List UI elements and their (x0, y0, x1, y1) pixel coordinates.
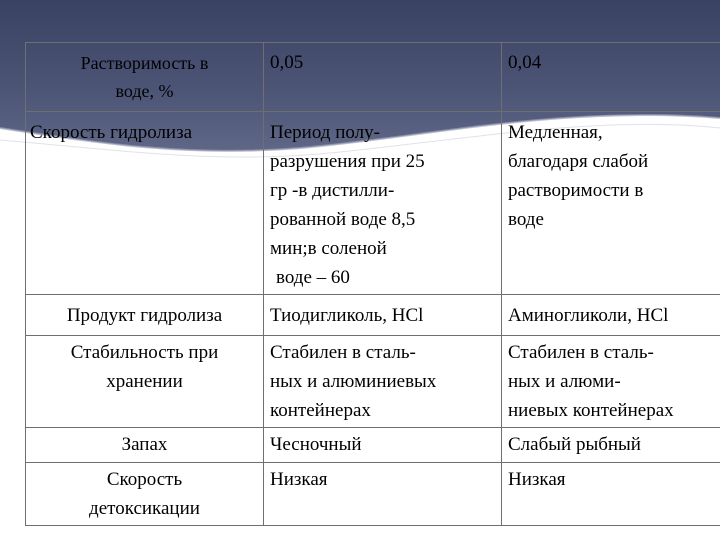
cell-text-line: разрушения при 25 (270, 151, 425, 172)
table-row (26, 112, 720, 295)
cell-text-line: Тиодигликоль, HCl (270, 305, 424, 326)
table-cell (264, 43, 502, 112)
table-cell (26, 336, 264, 428)
cell-text-line: гр -в дистилли- (270, 180, 395, 201)
cell-text-line: Запах (121, 434, 168, 455)
cell-text-line: растворимости в (508, 180, 644, 201)
cell-text-line: воде – 60 (276, 267, 350, 288)
cell-text-line: Стабилен в сталь- (270, 342, 416, 363)
table-cell (264, 463, 502, 526)
cell-text-line: Стабилен в сталь- (508, 342, 654, 363)
cell-text-line: воде, % (115, 81, 174, 101)
cell-text-line: ных и алюми- (508, 371, 621, 392)
cell-text-line: контейнерах (270, 400, 371, 421)
cell-text-line: Растворимость в (80, 53, 209, 73)
cell-text-line: Низкая (270, 469, 328, 490)
cell-text-line: мин;в соленой (270, 238, 387, 259)
cell-text-line: Скорость (106, 469, 183, 490)
table-cell (264, 428, 502, 463)
table-cell (26, 463, 264, 526)
table-cell (26, 43, 264, 112)
table-row (26, 295, 720, 336)
table-row (26, 336, 720, 428)
cell-text-line: 0,04 (508, 52, 542, 73)
table-cell (264, 112, 502, 295)
table-cell (502, 463, 720, 526)
cell-text-line: хранении (106, 371, 183, 392)
cell-text-line: благодаря слабой (508, 151, 649, 172)
cell-text-line: воде (508, 209, 544, 230)
table-cell (502, 428, 720, 463)
properties-table (25, 42, 720, 526)
cell-text-line: Скорость гидролиза (30, 122, 193, 143)
cell-text-line: ных и алюминиевых (270, 371, 437, 392)
cell-text-line: Продукт гидролиза (66, 305, 223, 326)
cell-text-line: Аминогликоли, HCl (508, 305, 669, 326)
cell-text-line: детоксикации (89, 498, 200, 519)
cell-text-line: Стабильность при (70, 342, 219, 363)
cell-text-line: Слабый рыбный (508, 434, 641, 455)
table-cell (26, 428, 264, 463)
cell-text-line: Чесночный (270, 434, 362, 455)
cell-text-line: ниевых контейнерах (508, 400, 674, 421)
table-row (26, 463, 720, 526)
cell-text-line: Период полу- (270, 122, 380, 143)
table-cell (502, 112, 720, 295)
table-cell (26, 295, 264, 336)
cell-text-line: Низкая (508, 469, 566, 490)
table-cell (502, 295, 720, 336)
table-row (26, 43, 720, 112)
cell-text-line: рованной воде 8,5 (270, 209, 416, 230)
table-cell (502, 43, 720, 112)
table-cell (502, 336, 720, 428)
table-row (26, 428, 720, 463)
table-cell (264, 295, 502, 336)
table-cell (26, 112, 264, 295)
cell-text-line: 0,05 (270, 52, 304, 73)
table-cell (264, 336, 502, 428)
cell-text-line: Медленная, (508, 122, 603, 143)
